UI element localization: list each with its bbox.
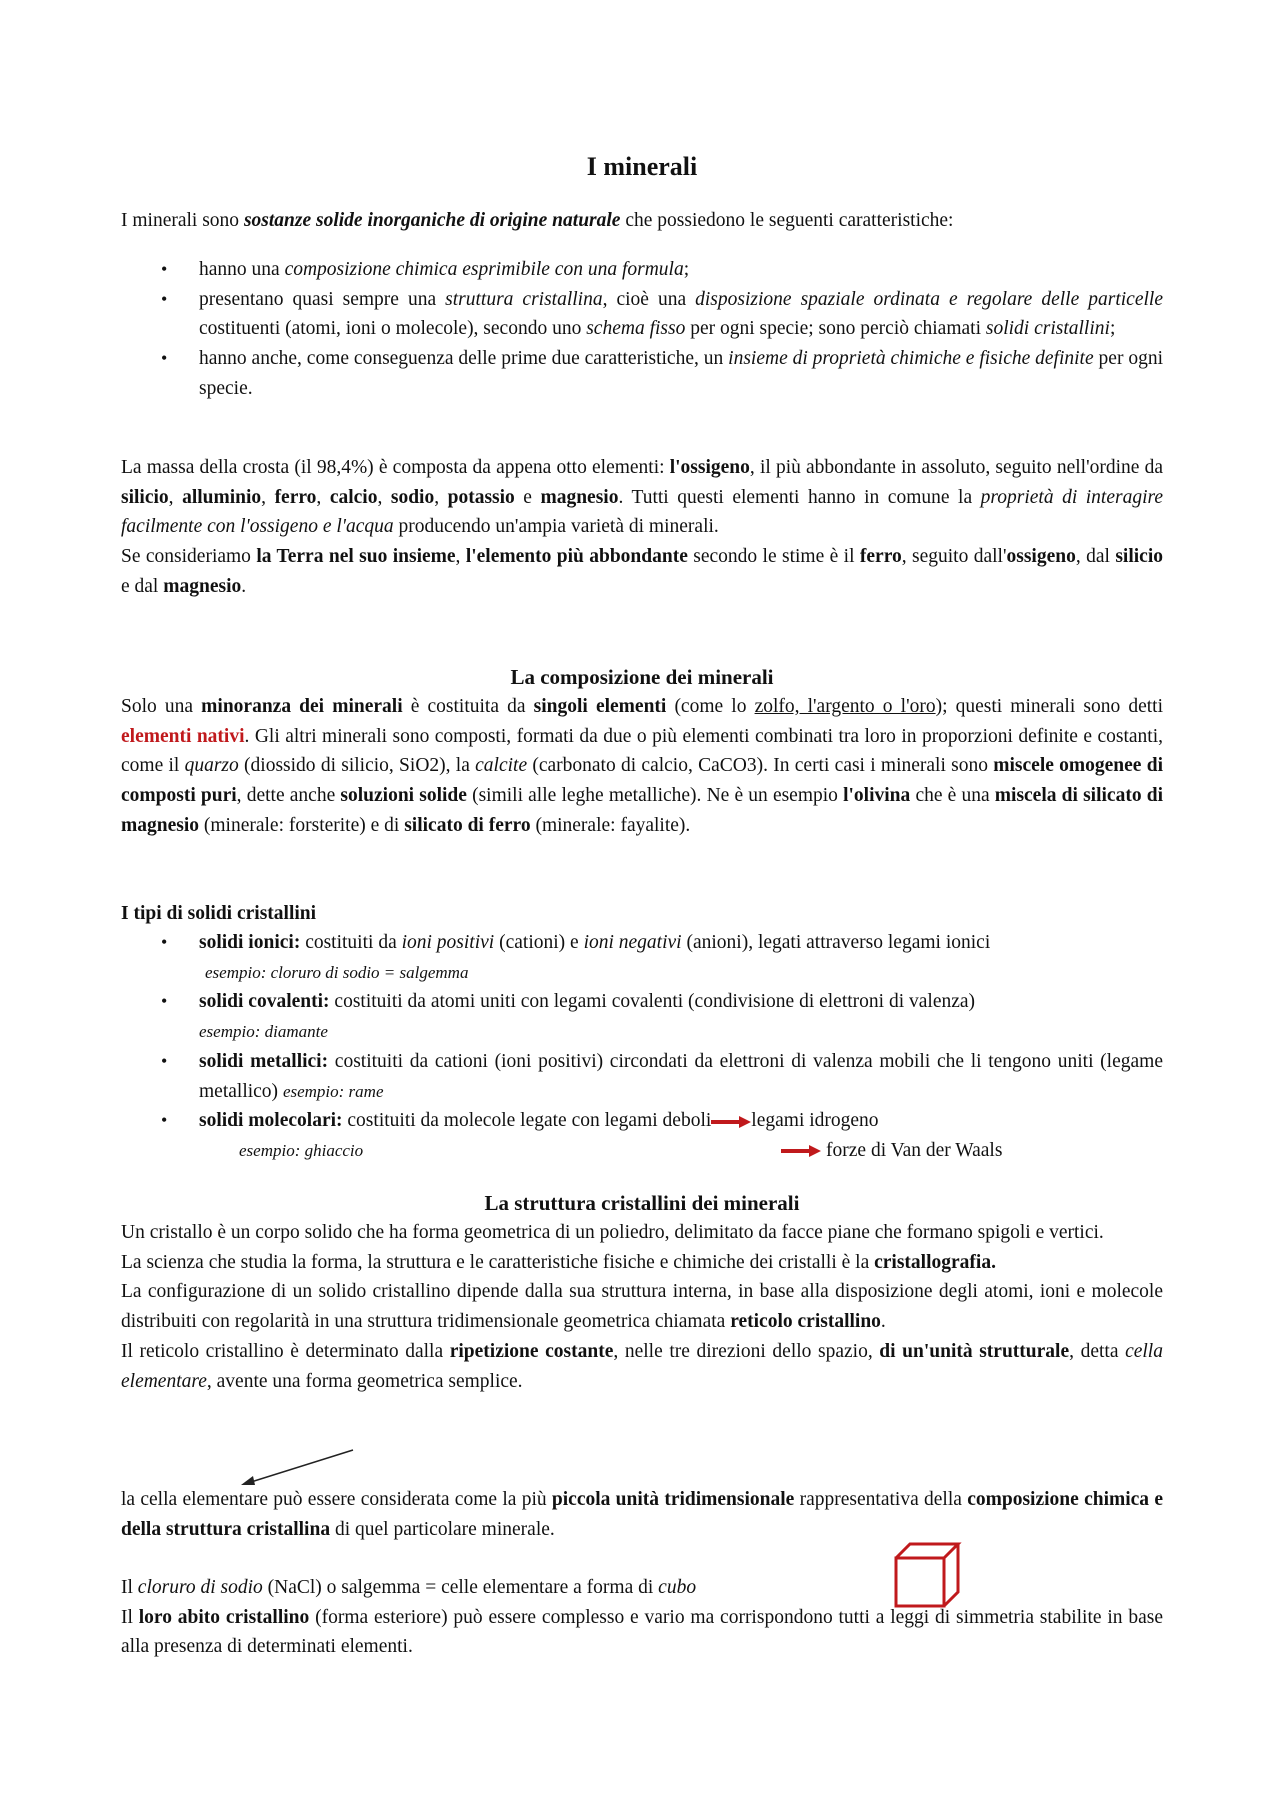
intro-paragraph: I minerali sono sostanze solide inorganiche di origine naturale che possiedono le seguenti caratteristiche: (121, 210, 954, 231)
nacl-paragraph: Il cloruro di sodio (NaCl) o salgemma = celle elementare a forma di cubo Il loro abito cristallino (forma esteriore) può essere complesso e vario ma corrispondono tutti a leggi di simmetria stabilite in base alla presenza di determinati elementi. (121, 1577, 1163, 1658)
list-item: • hanno anche, come conseguenza delle prime due caratteristiche, un insieme di proprietà chimiche e fisiche definite per ogni specie. (121, 344, 1163, 403)
features-list (121, 255, 1163, 404)
types-heading: I tipi di solidi cristallini (121, 903, 317, 924)
types-list (121, 928, 1163, 1166)
red-arrow-icon (711, 1115, 751, 1129)
crust-paragraph: La massa della crosta (il 98,4%) è composta da appena otto elementi: l'ossigeno, il più abbondante in assoluto, seguito nell'ordine da silicio, alluminio, ferro, calcio, sodio, potassio e magnesio. Tutti questi elementi hanno in comune la proprietà di interagire facilmente con l'ossigeno e l'acqua producendo un'ampia varietà di minerali. Se consideriamo la Terra nel suo insieme, l'elemento più abbondante secondo le stime è il ferro, seguito dall'ossigeno, dal silicio e dal magnesio. (121, 457, 1164, 597)
list-item: • presentano quasi sempre una struttura cristallina, cioè una disposizione spaziale ordinata e regolare delle particelle costituenti (atomi, ioni o molecole), secondo uno schema fisso per ogni specie; sono perciò chiamati solidi cristallini; (121, 285, 1163, 344)
red-arrow-icon (781, 1144, 821, 1158)
list-item: • solidi ionici: costituiti da ioni positivi (cationi) e ioni negativi (anioni), legati attraverso legami ionici esempio: cloruro di sodio = salgemma (121, 928, 1163, 987)
composition-paragraph: Solo una minoranza dei minerali è costituita da singoli elementi (come lo zolfo, l'argento o l'oro); questi minerali sono detti elementi nativi. Gli altri minerali sono composti, formati da due o più elementi combinati tra loro in proporzioni definite e costanti, come il quarzo (diossido di silicio, SiO2), la calcite (carbonato di calcio, CaCO3). In certi casi i minerali sono miscele omogenee di composti puri, dette anche soluzioni solide (simili alle leghe metalliche). Ne è un esempio l'olivina che è una miscela di silicato di magnesio (minerale: forsterite) e di silicato di ferro (minerale: fayalite). (121, 696, 1164, 836)
list-item: • solidi metallici: costituiti da cationi (ioni positivi) circondati da elettroni di valenza mobili che li tengono uniti (legame metallico) esempio: rame (121, 1047, 1163, 1106)
cube-icon (894, 1542, 962, 1608)
pointer-arrow-icon (239, 1448, 355, 1488)
page-title: I minerali (586, 152, 698, 181)
list-item: • solidi covalenti: costituiti da atomi uniti con legami covalenti (condivisione di elettroni di valenza) esempio: diamante (121, 987, 1163, 1046)
structure-paragraph: Un cristallo è un corpo solido che ha forma geometrica di un poliedro, delimitato da facce piane che formano spigoli e vertici. La scienza che studia la forma, la struttura e le caratteristiche fisiche e chimiche dei cristalli è la cristallografia. La configurazione di un solido cristallino dipende dalla sua struttura interna, in base alla disposizione degli atomi, ioni e molecole distribuiti con regolarità in una struttura tridimensionale geometrica chiamata reticolo cristallino. Il reticolo cristallino è determinato dalla ripetizione costante, nelle tre direzioni dello spazio, di un'unità strutturale, detta cella elementare, avente una forma geometrica semplice. (121, 1222, 1163, 1392)
list-item: • solidi molecolari: costituiti da molecole legate con legami deboli legami idrogeno esempio: ghiaccio forze di Van der Waals (121, 1106, 1163, 1165)
cell-paragraph: la cella elementare può essere considerata come la più piccola unità tridimensionale rappresentativa della composizione chimica e della struttura cristallina di quel particolare minerale. (121, 1489, 1163, 1540)
section-heading-structure: La struttura cristallini dei minerali (484, 1191, 800, 1215)
section-heading-composition: La composizione dei minerali (510, 665, 774, 689)
list-item: • hanno una composizione chimica esprimibile con una formula; (121, 255, 1163, 285)
